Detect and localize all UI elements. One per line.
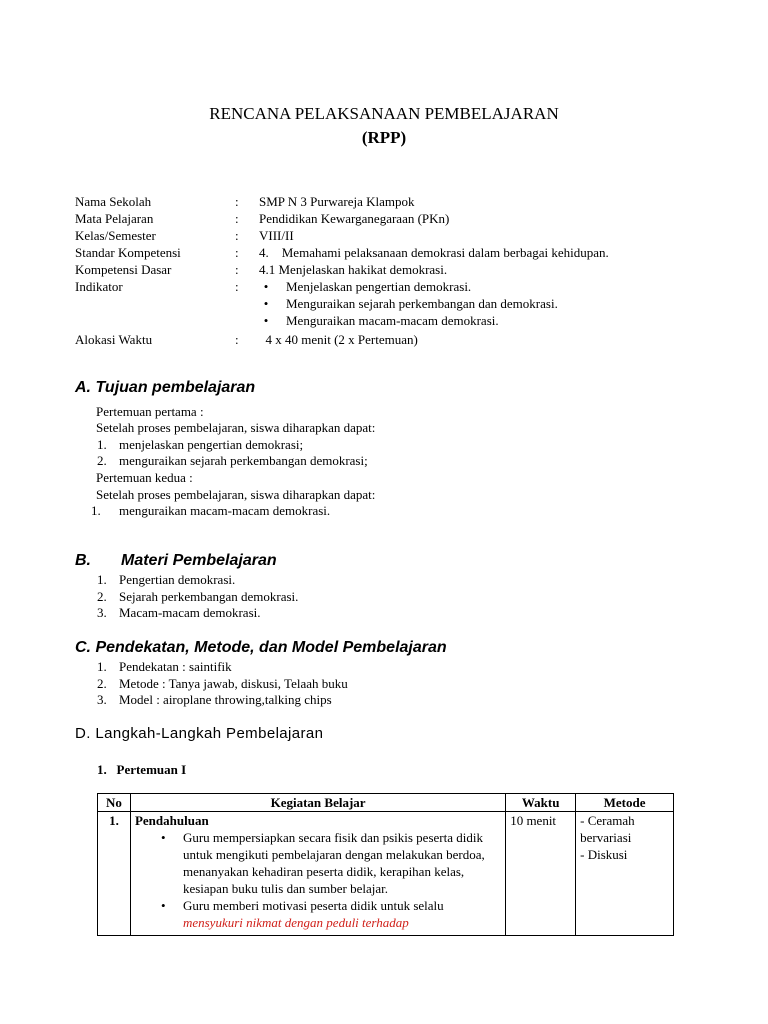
- info-value: 4.1 Menjelaskan hakikat demokrasi.: [259, 262, 448, 277]
- info-value: Pendidikan Kewarganegaraan (PKn): [259, 211, 450, 226]
- list-item: 2. Sejarah perkembangan demokrasi.: [97, 589, 299, 604]
- info-label: Mata Pelajaran: [75, 211, 154, 226]
- info-row: [75, 193, 715, 210]
- table-row: [98, 812, 674, 936]
- info-label: Nama Sekolah: [75, 194, 152, 209]
- kegiatan-table: [97, 793, 674, 936]
- table-header-row: [98, 794, 674, 812]
- pertemuan-kedua-label: Pertemuan kedua :: [96, 470, 193, 485]
- document-title: RENCANA PELAKSANAAN PEMBELAJARAN: [209, 104, 559, 123]
- column-header: Kegiatan Belajar: [130, 794, 505, 812]
- info-label: Kompetensi Dasar: [75, 262, 172, 277]
- identity-block: [75, 193, 715, 348]
- kegiatan-cell: [130, 812, 505, 936]
- info-value: 4 x 40 menit (2 x Pertemuan): [259, 332, 418, 347]
- highlighted-text: mensyukuri nikmat dengan peduli terhadap: [182, 915, 409, 930]
- info-colon: :: [235, 245, 239, 260]
- info-colon: :: [235, 279, 239, 294]
- info-row: [75, 261, 715, 278]
- info-row-indikator: Indikator : • Menjelaskan pengertian demokrasi. • Menguraikan sejarah perkembangan dan demokrasi. • Menguraikan macam-macam demokrasi.: [75, 279, 558, 328]
- info-row: [75, 210, 715, 227]
- info-row: [75, 244, 715, 261]
- list-item: 3. Model : airoplane throwing,talking chips: [97, 692, 332, 707]
- list-item: 3. Macam-macam demokrasi.: [97, 605, 261, 620]
- list-item: • Guru memberi motivasi peserta didik untuk selalu mensyukuri nikmat dengan peduli terhadap: [160, 898, 444, 930]
- kegiatan-heading: Pendahuluan: [134, 813, 209, 828]
- info-row: [75, 227, 715, 244]
- info-colon: :: [235, 228, 239, 243]
- list-item: 1. Pengertian demokrasi.: [97, 572, 236, 587]
- bullet-icon: •: [160, 898, 166, 913]
- info-value: 4. Memahami pelaksanaan demokrasi dalam berbagai kehidupan.: [259, 245, 609, 260]
- info-colon: :: [235, 211, 239, 226]
- list-item: 2. menguraikan sejarah perkembangan demokrasi;: [97, 453, 368, 468]
- info-label: Indikator: [75, 279, 123, 294]
- column-header: Metode: [576, 794, 674, 812]
- section-a-heading: A. Tujuan pembelajaran: [75, 379, 256, 396]
- info-colon: :: [235, 262, 239, 277]
- list-item: 1. menguraikan macam-macam demokrasi.: [91, 503, 331, 518]
- tujuan-intro: Setelah proses pembelajaran, siswa diharapkan dapat:: [96, 420, 376, 435]
- tujuan-intro: Setelah proses pembelajaran, siswa diharapkan dapat:: [96, 487, 376, 502]
- info-label: Standar Kompetensi: [75, 245, 181, 260]
- info-colon: :: [235, 194, 239, 209]
- bullet-icon: •: [263, 279, 269, 294]
- section-b-title: Materi Pembelajaran: [121, 552, 277, 569]
- info-row: [75, 331, 715, 348]
- waktu-cell: 10 menit: [506, 812, 576, 936]
- list-item: 2. Metode : Tanya jawab, diskusi, Telaah buku: [97, 676, 348, 691]
- info-label: Alokasi Waktu: [75, 332, 153, 347]
- bullet-icon: •: [263, 313, 269, 328]
- metode-cell: - Ceramah bervariasi - Diskusi: [576, 812, 674, 936]
- info-label: Kelas/Semester: [75, 228, 156, 243]
- bullet-icon: •: [263, 296, 269, 311]
- column-header: No: [98, 794, 131, 812]
- info-value: VIII/II: [259, 228, 294, 243]
- list-item: • Guru mempersiapkan secara fisik dan psikis peserta didik untuk mengikuti pembelajaran dengan melakukan berdoa, menanyakan kehadiran peserta didik, kerapihan kelas, kesiapan buku tulis dan sumber belajar.: [160, 830, 485, 896]
- section-d-heading: D. Langkah-Langkah Pembelajaran: [75, 725, 324, 742]
- list-item: 1. Pendekatan : saintifik: [97, 659, 232, 674]
- info-colon: :: [235, 332, 239, 347]
- section-b-letter: B.: [75, 552, 91, 569]
- column-header: Waktu: [506, 794, 576, 812]
- bullet-icon: •: [160, 830, 166, 845]
- info-value: SMP N 3 Purwareja Klampok: [259, 194, 415, 209]
- pertemuan-i-heading: 1. Pertemuan I: [97, 762, 187, 777]
- kegiatan-list: [135, 829, 501, 931]
- row-number: 1.: [98, 812, 131, 936]
- pertemuan-pertama-label: Pertemuan pertama :: [96, 404, 204, 419]
- document-subtitle: (RPP): [361, 128, 407, 147]
- section-b-heading: [75, 552, 277, 570]
- list-item: 1. menjelaskan pengertian demokrasi;: [97, 437, 304, 452]
- section-c-heading: C. Pendekatan, Metode, dan Model Pembelajaran: [75, 639, 447, 656]
